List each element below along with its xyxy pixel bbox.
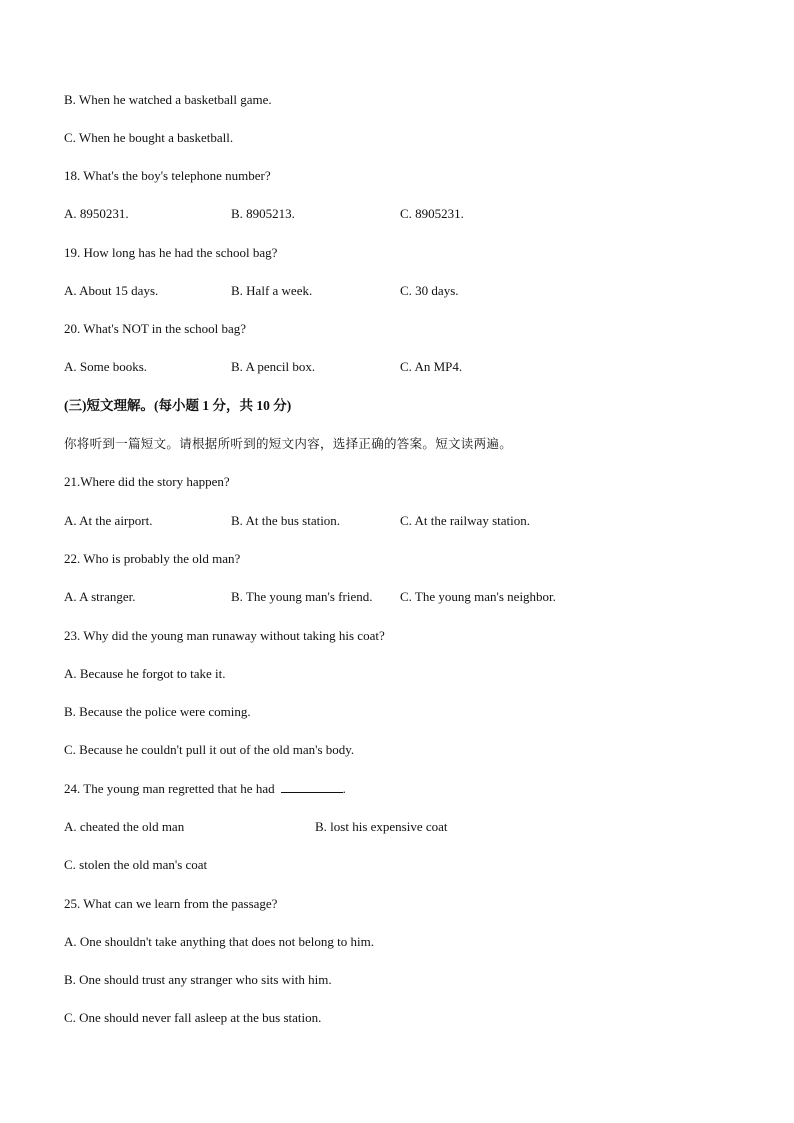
q25-option-a: A. One shouldn't take anything that does not belong to him. bbox=[64, 934, 374, 949]
q24-stem-end: . bbox=[342, 781, 346, 796]
q23-option-b: B. Because the police were coming. bbox=[64, 704, 251, 719]
q22-stem: 22. Who is probably the old man? bbox=[64, 551, 241, 566]
section-3-instruction: 你将听到一篇短文。请根据所听到的短文内容，选择正确的答案。短文读两遍。 bbox=[64, 436, 513, 451]
q19-option-a: A. About 15 days. bbox=[64, 283, 159, 298]
q17-option-c: C. When he bought a basketball. bbox=[64, 130, 234, 145]
q17-option-b: B. When he watched a basketball game. bbox=[64, 92, 272, 107]
q18-option-c: C. 8905231. bbox=[400, 206, 464, 221]
q19-option-c: C. 30 days. bbox=[400, 283, 459, 298]
q22-option-a: A. A stranger. bbox=[64, 589, 136, 604]
q20-stem: 20. What's NOT in the school bag? bbox=[64, 321, 247, 336]
q21-option-b: B. At the bus station. bbox=[231, 513, 341, 528]
q18-stem: 18. What's the boy's telephone number? bbox=[64, 168, 271, 183]
section-3-heading: (三)短文理解。(每小题 1 分，共 10 分) bbox=[64, 398, 292, 413]
q25-option-b: B. One should trust any stranger who sits with him. bbox=[64, 972, 332, 987]
q21-option-c: C. At the railway station. bbox=[400, 513, 530, 528]
q25-stem: 25. What can we learn from the passage? bbox=[64, 896, 278, 911]
q18-option-a: A. 8950231. bbox=[64, 206, 129, 221]
q19-stem: 19. How long has he had the school bag? bbox=[64, 245, 278, 260]
q25-option-c: C. One should never fall asleep at the bus station. bbox=[64, 1010, 322, 1025]
q23-stem: 23. Why did the young man runaway without taking his coat? bbox=[64, 628, 385, 643]
q20-option-b: B. A pencil box. bbox=[231, 359, 316, 374]
q20-option-c: C. An MP4. bbox=[400, 359, 463, 374]
q19-option-b: B. Half a week. bbox=[231, 283, 313, 298]
q24-option-a: A. cheated the old man bbox=[64, 819, 185, 834]
q18-option-b: B. 8905213. bbox=[231, 206, 295, 221]
q22-option-c: C. The young man's neighbor. bbox=[400, 589, 556, 604]
q23-option-c: C. Because he couldn't pull it out of the old man's body. bbox=[64, 742, 355, 757]
q24-option-b: B. lost his expensive coat bbox=[315, 819, 448, 834]
answer-blank bbox=[281, 781, 343, 793]
q24-stem: 24. The young man regretted that he had bbox=[64, 781, 275, 796]
q24-option-c: C. stolen the old man's coat bbox=[64, 857, 208, 872]
q21-stem: 21.Where did the story happen? bbox=[64, 474, 230, 489]
q23-option-a: A. Because he forgot to take it. bbox=[64, 666, 226, 681]
q22-option-b: B. The young man's friend. bbox=[231, 589, 373, 604]
q24-stem-line bbox=[64, 781, 346, 797]
q20-option-a: A. Some books. bbox=[64, 359, 148, 374]
q21-option-a: A. At the airport. bbox=[64, 513, 153, 528]
